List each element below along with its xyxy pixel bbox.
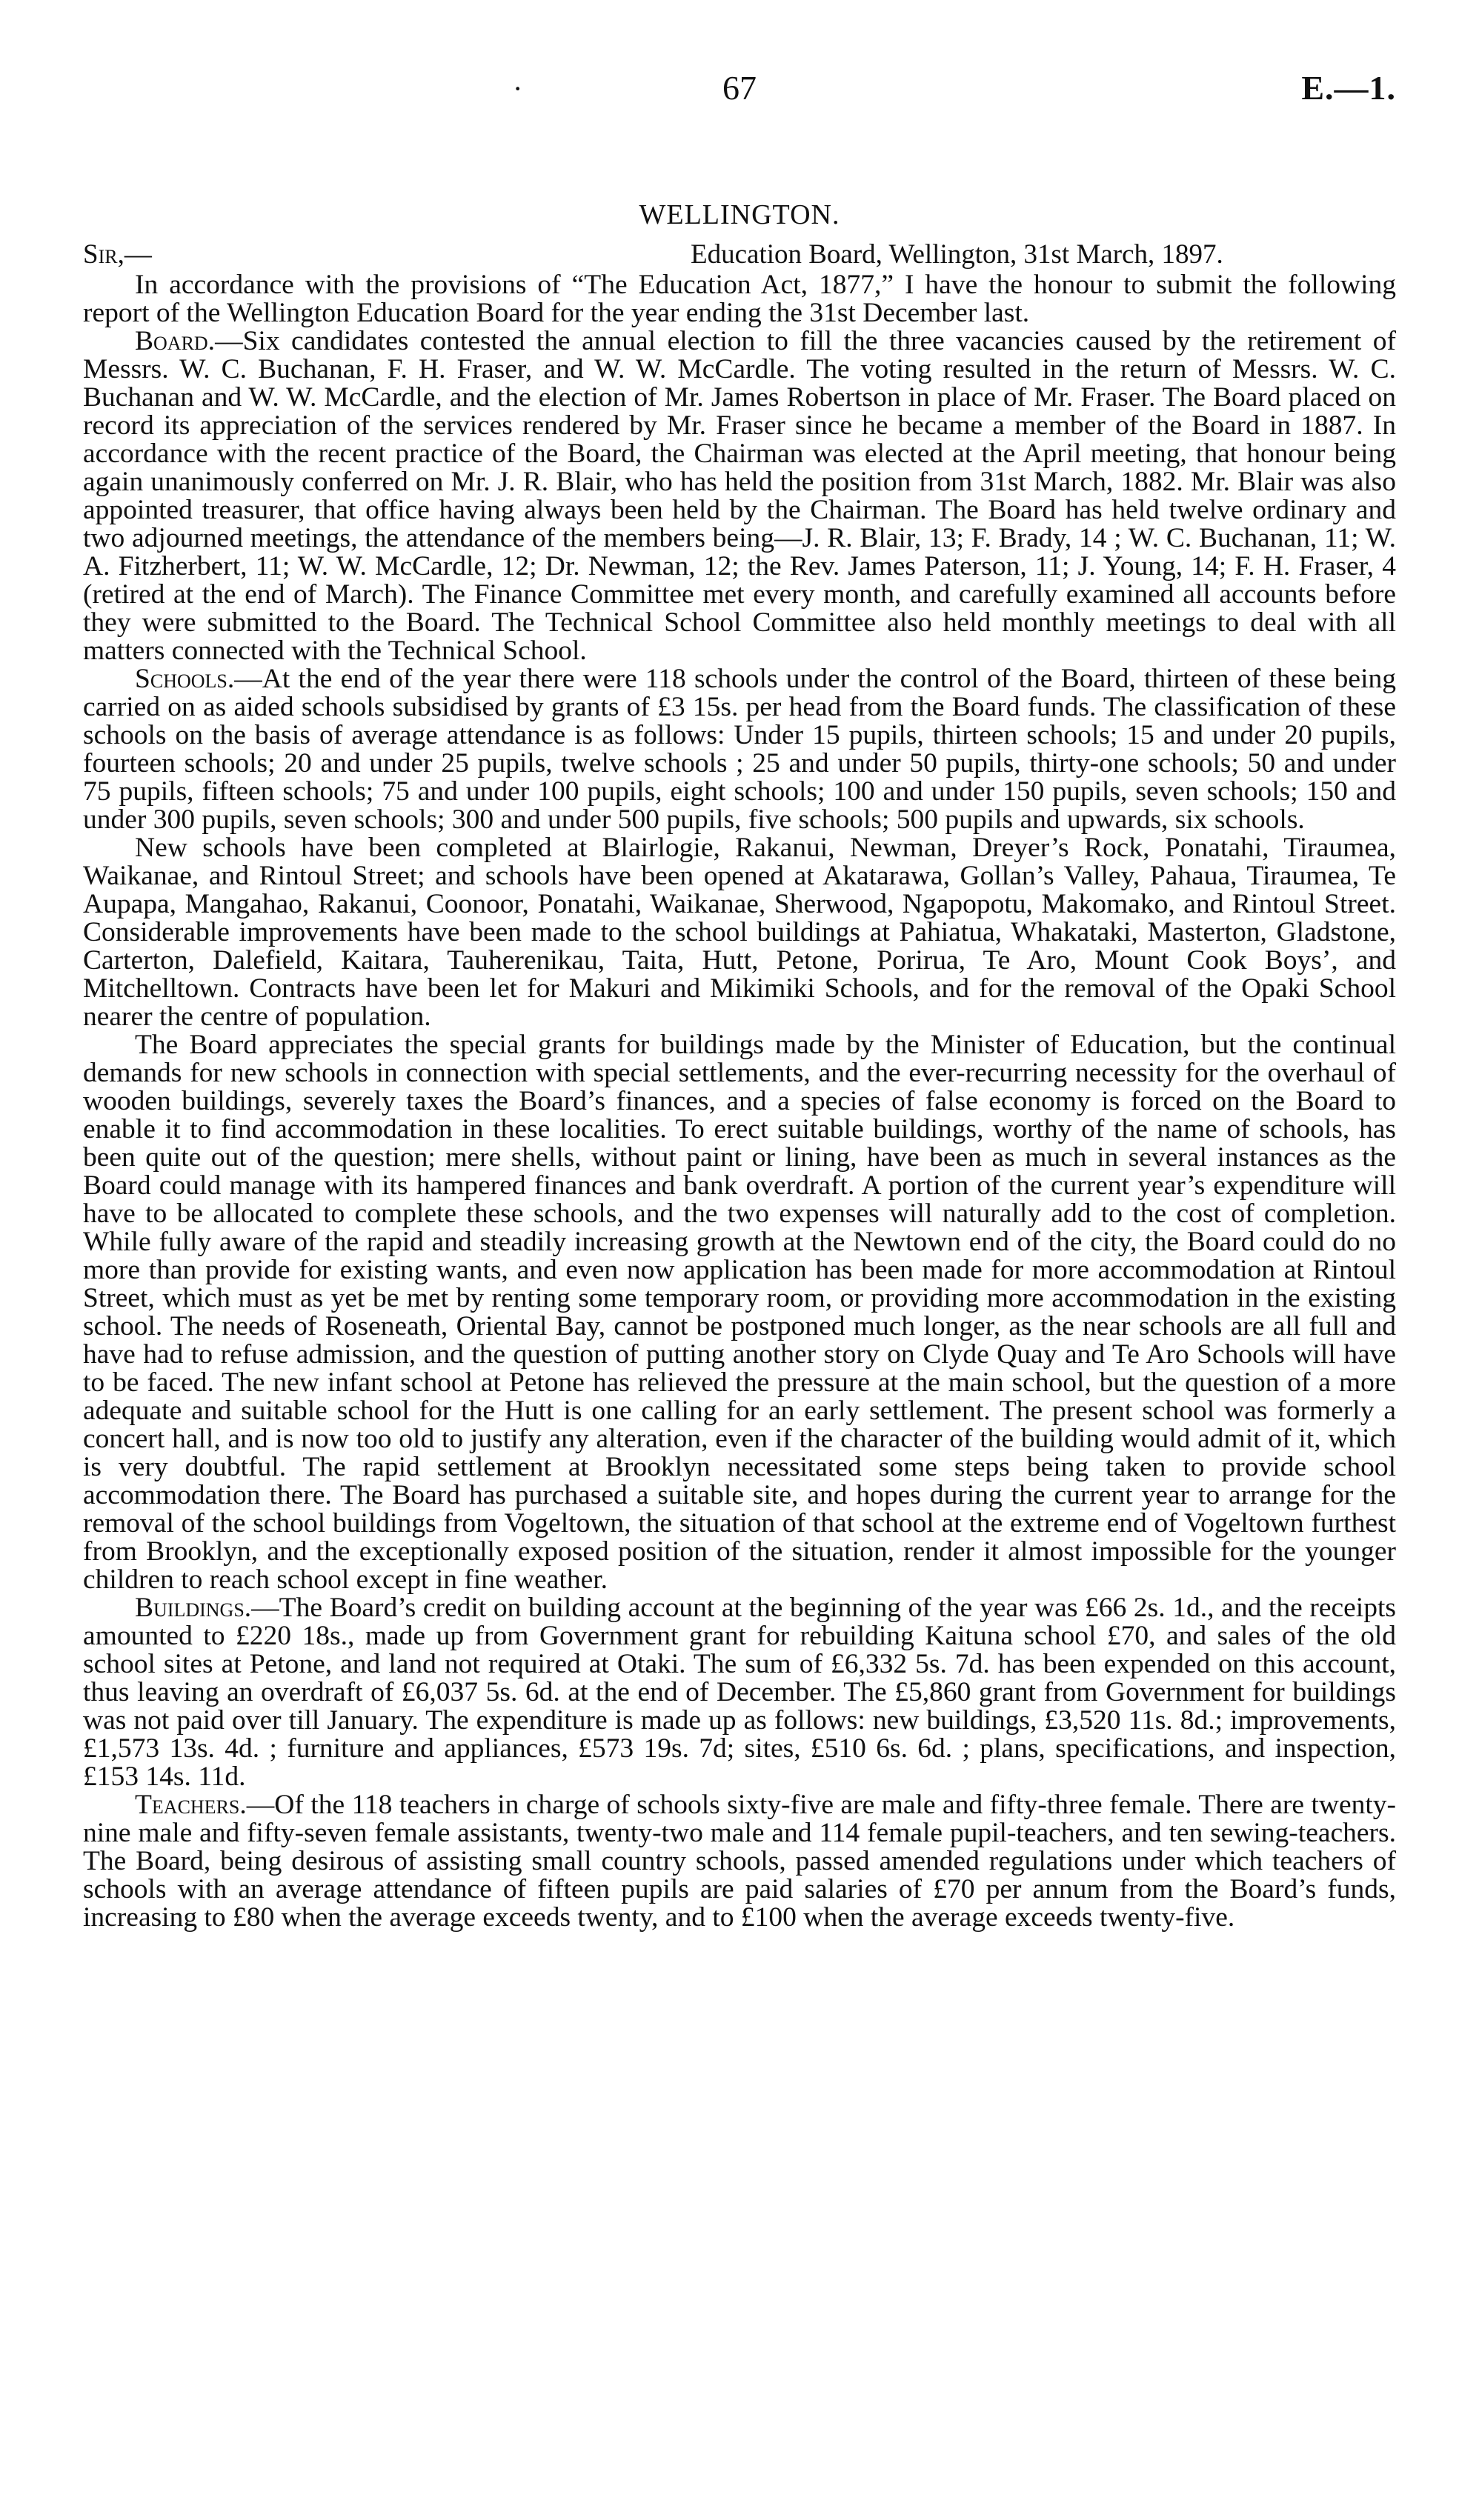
intro-paragraph: In accordance with the provisions of “The Education Act, 1877,” I have the honour to submit the following report of the Wellington Education Board for the year ending the 31st December last. [83,270,1396,328]
teachers-paragraph [83,1791,1396,1932]
salutation: Sir,— [83,239,152,270]
page-header [83,68,1396,113]
buildings-section-text: —The Board’s credit on building account at the beginning of the year was £66 2s. 1d., and the receipts amounted to £220 18s., made up from Government grant for rebuilding Kaituna school £70, and sales of the old school sites at Petone, and land not required at Otaki. The sum of £6,332 5s. 7d. has been expended on this account, thus leaving an overdraft of £6,037 5s. 6d. at the end of December. The £5,860 grant from Government for buildings was not paid over till January. The expenditure is made up as follows: new buildings, £3,520 11s. 8d.; improvements, £1,573 13s. 4d. ; furniture and appliances, £573 19s. 7d; sites, £510 6s. 6d. ; plans, specifications, and inspection, £153 14s. 11d. [83,1593,1396,1792]
header-dot: · [513,72,523,105]
teachers-section-label: Teachers. [135,1790,247,1820]
schools-section-label: Schools. [135,664,235,694]
buildings-section-label: Buildings. [135,1593,252,1623]
page-number: 67 [722,69,757,107]
new-schools-paragraph: New schools have been completed at Blairlogie, Rakanui, Newman, Dreyer’s Rock, Ponatahi, Tiraumea, Waikanae, and Rintoul Street; and schools have been opened at Akatarawa, Gollan’s Valley, Pahaua, Tiraumea, Te Aupapa, Mangahao, Rakanui, Coonoor, Ponatahi, Waikanae, Sherwood, Ngapopotu, Makomako, and Rintoul Street. Considerable improvements have been made to the school buildings at Pahiatua, Whakataki, Masterton, Gladstone, Carterton, Dalefield, Kaitara, Tauherenikau, Taita, Hutt, Petone, Porirua, Te Aro, Mount Cook Boys’, and Mitchelltown. Contracts have been let for Makuri and Mikimiki Schools, and for the removal of the Opaki School nearer the centre of population. [83,833,1396,1032]
letter-address: Education Board, Wellington, 31st March, 1897. [691,239,1223,270]
grants-paragraph: The Board appreciates the special grants for buildings made by the Minister of Education, but the continual demands for new schools in connection with special settlements, and the ever-recurring necessity for the overhaul of wooden buildings, severely taxes the Board’s finances, and a species of false economy is forced on the Board to enable it to find accommodation in these localities. To erect suitable buildings, worthy of the name of schools, has been quite out of the question; mere shells, without paint or lining, have been as much in several instances as the Board could manage with its hampered finances and bank overdraft. A portion of the current year’s expenditure will have to be allocated to complete these schools, and the two expenses will naturally add to the cost of completion. While fully aware of the rapid and steadily increasing growth at the Newtown end of the city, the Board could do no more than provide for existing wants, and even now application has been made for more accommodation at Rintoul Street, which must as yet be met by renting some temporary room, or providing more accommodation in the existing school. The needs of Roseneath, Oriental Bay, cannot be postponed much longer, as the near schools are all full and have had to refuse admission, and the question of putting another story on Clyde Quay and Te Aro Schools will have to be faced. The new infant school at Petone has relieved the pressure at the main school, but the question of a more adequate and suitable school for the Hutt is one calling for an early settlement. The present school was formerly a concert hall, and is now too old to justify any alteration, even if the character of the building would admit of it, which is very doubtful. The rapid settlement at Brooklyn necessitated some steps being taken to provide school accommodation there. The Board has purchased a suitable site, and hopes during the current year to arrange for the removal of the school buildings from Vogeltown, the situation of that school at the extreme end of Vogeltown furthest from Brooklyn, and the exceptionally exposed position of the situation, render it almost impossible for the younger children to reach school except in fine weather. [83,1030,1396,1595]
teachers-section-text: —Of the 118 teachers in charge of schools sixty-five are male and fifty-three female. There are twenty-nine male and fifty-seven female assistants, twenty-two male and 114 female pupil-teachers, and ten sewing-teachers. The Board, being desirous of assisting small country schools, passed amended regulations under which teachers of schools with an average attendance of fifteen pupils are paid salaries of £70 per annum from the Board’s funds, increasing to £80 when the average exceeds twenty, and to £100 when the average exceeds twenty-five. [83,1790,1396,1933]
report-body [83,199,1396,1932]
report-heading: WELLINGTON. [639,199,840,230]
salutation-line [83,239,1396,271]
schools-section-text: —At the end of the year there were 118 schools under the control of the Board, thirteen of these being carried on as aided schools subsidised by grants of £3 15s. per head from the Board funds. The classification of these schools on the basis of average attendance is as follows: Under 15 pupils, thirteen schools; 15 and under 20 pupils, fourteen schools; 20 and under 25 pupils, twelve schools ; 25 and under 50 pupils, thirty-one schools; 50 and under 75 pupils, fifteen schools; 75 and under 100 pupils, eight schools; 100 and under 150 pupils, seven schools; 150 and under 300 pupils, seven schools; 300 and under 500 pupils, five schools; 500 pupils and upwards, six schools. [83,664,1396,835]
report-code: E.—1. [1301,69,1396,107]
buildings-paragraph [83,1594,1396,1791]
schools-paragraph [83,665,1396,834]
board-paragraph [83,327,1396,665]
board-section-text: —Six candidates contested the annual election to fill the three vacancies caused by the retirement of Messrs. W. C. Buchanan, F. H. Fraser, and W. W. McCardle. The voting resulted in the return of Messrs. W. C. Buchanan and W. W. McCardle, and the election of Mr. James Robertson in place of Mr. Fraser. The Board placed on record its appreciation of the services rendered by Mr. Fraser since he became a member of the Board in 1887. In accordance with the recent practice of the Board, the Chairman was elected at the April meeting, that honour being again unanimously conferred on Mr. J. R. Blair, who has held the position from 31st March, 1882. Mr. Blair was also appointed treasurer, that office having always been held by the Chairman. The Board has held twelve ordinary and two adjourned meetings, the attendance of the members being—J. R. Blair, 13; F. Brady, 14 ; W. C. Buchanan, 11; W. A. Fitzherbert, 11; W. W. McCardle, 12; Dr. Newman, 12; the Rev. James Paterson, 11; J. Young, 14; F. H. Fraser, 4 (retired at the end of March). The Finance Committee met every month, and carefully examined all accounts before they were submitted to the Board. The Technical School Committee also held monthly meetings to deal with all matters connected with the Technical School. [83,326,1396,666]
board-section-label: Board. [135,326,216,356]
